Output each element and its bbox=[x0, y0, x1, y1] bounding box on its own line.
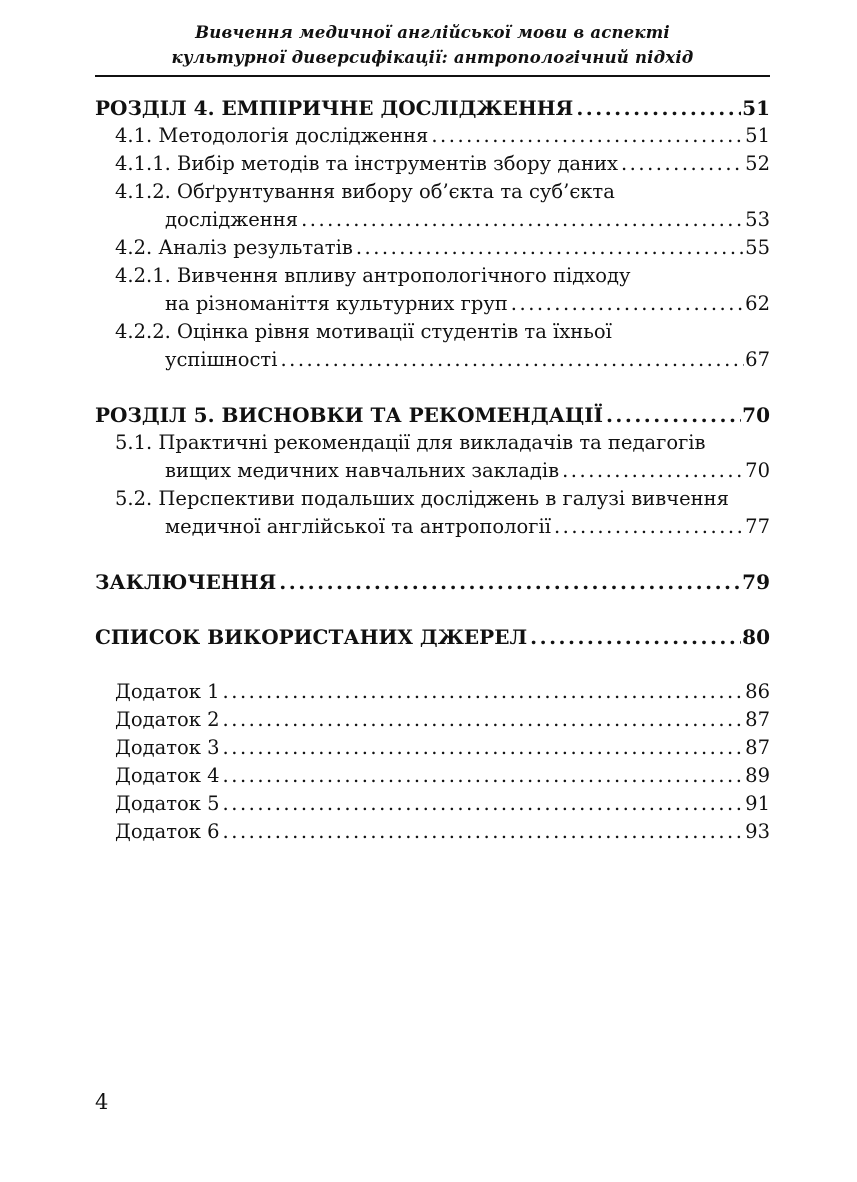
toc-entry bbox=[95, 762, 770, 790]
toc-entry-title: 4.2.2. Оцінка рівня мотивації студентів та їхньої bbox=[115, 320, 612, 343]
toc-entry-page: 87 bbox=[745, 736, 770, 759]
toc-entry-title: 5.1. Практичні рекомендації для викладачів та педагогів bbox=[115, 431, 706, 454]
dot-leader bbox=[279, 568, 741, 596]
toc-entry-page: 91 bbox=[745, 792, 770, 815]
toc-entry-page: 86 bbox=[745, 680, 770, 703]
toc-entry-page: 67 bbox=[745, 348, 770, 371]
toc-entry-title: РОЗДІЛ 4. ЕМПІРИЧНЕ ДОСЛІДЖЕННЯ bbox=[95, 96, 574, 120]
toc-entry-page: 62 bbox=[745, 292, 770, 315]
toc-entry bbox=[95, 290, 770, 318]
toc-entry bbox=[95, 623, 770, 651]
toc-entry-page: 53 bbox=[745, 208, 770, 231]
dot-leader bbox=[554, 513, 744, 541]
toc-entry bbox=[95, 122, 770, 150]
dot-leader bbox=[356, 234, 744, 262]
toc-entry bbox=[95, 206, 770, 234]
toc-entry bbox=[95, 790, 770, 818]
toc-entry bbox=[95, 346, 770, 374]
toc-entry-title: 4.1.1. Вибір методів та інструментів збору даних bbox=[115, 152, 618, 175]
toc-entry-page: 70 bbox=[745, 459, 770, 482]
dot-leader bbox=[562, 457, 744, 485]
toc-entry-page: 51 bbox=[742, 96, 770, 120]
dot-leader bbox=[280, 346, 744, 374]
toc-entry-page: 93 bbox=[745, 820, 770, 843]
dot-leader bbox=[511, 290, 744, 318]
toc-entry-page: 70 bbox=[742, 403, 770, 427]
toc-entry-title: Додаток 6 bbox=[115, 820, 220, 843]
page-number: 4 bbox=[95, 1090, 109, 1114]
running-header-line2: культурної диверсифікації: антропологічний підхід bbox=[171, 48, 694, 67]
toc-entry bbox=[95, 429, 770, 457]
dot-leader bbox=[223, 706, 745, 734]
toc-entry bbox=[95, 178, 770, 206]
toc-entry bbox=[95, 485, 770, 513]
toc-entry bbox=[95, 318, 770, 346]
table-of-contents bbox=[95, 94, 770, 846]
toc-entry-title: Додаток 4 bbox=[115, 764, 220, 787]
dot-leader bbox=[223, 678, 745, 706]
toc-entry bbox=[95, 401, 770, 429]
toc-entry-page: 87 bbox=[745, 708, 770, 731]
toc-entry bbox=[95, 678, 770, 706]
dot-leader bbox=[223, 818, 745, 846]
toc-entry bbox=[95, 568, 770, 596]
toc-entry-page: 77 bbox=[745, 515, 770, 538]
dot-leader bbox=[530, 623, 741, 651]
toc-entry-title: Додаток 1 bbox=[115, 680, 220, 703]
toc-entry-title: 4.1.2. Обґрунтування вибору об’єкта та суб’єкта bbox=[115, 180, 615, 203]
toc-entry-title: медичної англійської та антропології bbox=[165, 515, 551, 538]
toc-entry bbox=[95, 234, 770, 262]
toc-entry-title: на різноманіття культурних груп bbox=[165, 292, 508, 315]
toc-entry-title: Додаток 2 bbox=[115, 708, 220, 731]
toc-entry-title: 4.2.1. Вивчення впливу антропологічного підходу bbox=[115, 264, 631, 287]
dot-leader bbox=[223, 762, 745, 790]
toc-entry-title: успішності bbox=[165, 348, 278, 371]
dot-leader bbox=[223, 790, 745, 818]
toc-entry-title: ЗАКЛЮЧЕННЯ bbox=[95, 570, 277, 594]
toc-entry bbox=[95, 706, 770, 734]
dot-leader bbox=[576, 94, 741, 122]
toc-entry-page: 51 bbox=[745, 124, 770, 147]
running-header-line1: Вивчення медичної англійської мови в аспекті bbox=[195, 23, 670, 42]
toc-entry-page: 89 bbox=[745, 764, 770, 787]
dot-leader bbox=[606, 401, 741, 429]
toc-entry-page: 79 bbox=[742, 570, 770, 594]
toc-entry bbox=[95, 94, 770, 122]
toc-entry-page: 52 bbox=[745, 152, 770, 175]
toc-entry bbox=[95, 262, 770, 290]
toc-entry bbox=[95, 818, 770, 846]
toc-entry-title: 4.1. Методологія дослідження bbox=[115, 124, 429, 147]
toc-entry-title: СПИСОК ВИКОРИСТАНИХ ДЖЕРЕЛ bbox=[95, 625, 528, 649]
toc-entry-title: РОЗДІЛ 5. ВИСНОВКИ ТА РЕКОМЕНДАЦІЇ bbox=[95, 403, 603, 427]
toc-entry bbox=[95, 457, 770, 485]
toc-entry bbox=[95, 734, 770, 762]
toc-entry-page: 80 bbox=[742, 625, 770, 649]
toc-entry-title: 4.2. Аналіз результатів bbox=[115, 236, 353, 259]
toc-entry-title: Додаток 5 bbox=[115, 792, 220, 815]
dot-leader bbox=[621, 150, 744, 178]
toc-entry-title: вищих медичних навчальних закладів bbox=[165, 459, 560, 482]
dot-leader bbox=[301, 206, 744, 234]
toc-entry-title: дослідження bbox=[165, 208, 299, 231]
toc-entry-title: Додаток 3 bbox=[115, 736, 220, 759]
toc-entry-page: 55 bbox=[745, 236, 770, 259]
toc-entry bbox=[95, 150, 770, 178]
dot-leader bbox=[223, 734, 745, 762]
toc-entry-title: 5.2. Перспективи подальших досліджень в галузі вивчення bbox=[115, 487, 729, 510]
running-header bbox=[95, 20, 770, 70]
dot-leader bbox=[431, 122, 744, 150]
header-rule bbox=[95, 75, 770, 77]
toc-entry bbox=[95, 513, 770, 541]
